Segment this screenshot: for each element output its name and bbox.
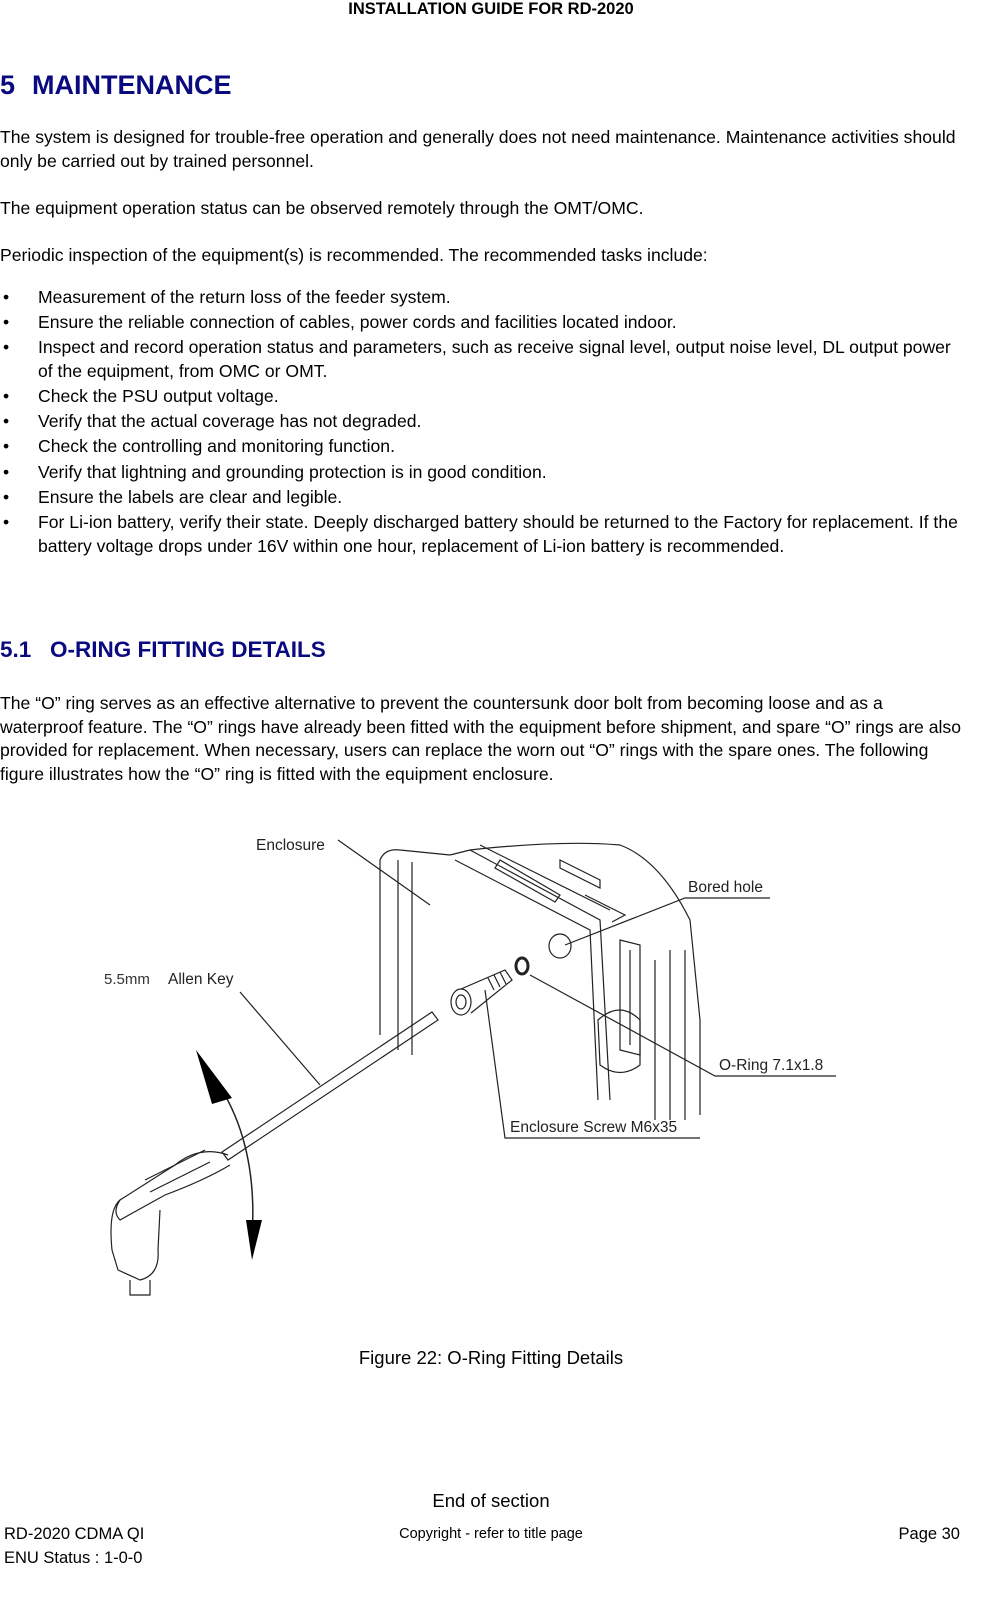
end-of-section: End of section	[432, 1490, 550, 1511]
figure-caption: Figure 22: O-Ring Fitting Details	[358, 1347, 624, 1368]
list-item: • Verify that lightning and grounding protection is in good condition.	[0, 461, 965, 485]
list-item: • Check the controlling and monitoring function.	[0, 435, 965, 459]
allen-key-drawing	[111, 1012, 438, 1295]
list-item: • Ensure the labels are clear and legible.	[0, 486, 965, 510]
enclosure-label: Enclosure	[256, 837, 325, 854]
section-heading	[0, 70, 232, 101]
footer-page-number: Page 30	[898, 1525, 960, 1543]
maintenance-task-list	[0, 286, 965, 560]
subsection-heading	[0, 637, 326, 663]
enclosure-drawing	[380, 843, 700, 1120]
bored-hole-label: Bored hole	[688, 879, 763, 896]
footer-status: ENU Status : 1-0-0	[4, 1549, 143, 1567]
allen-key-leader	[240, 992, 320, 1085]
allen-key-size-label: 5.5mm	[104, 971, 150, 988]
list-item: • Verify that the actual coverage has not degraded.	[0, 410, 965, 434]
bored-hole-leader	[565, 898, 770, 945]
enclosure-leader	[338, 840, 430, 905]
document-header: INSTALLATION GUIDE FOR RD-2020	[348, 0, 634, 18]
o-ring-label: O-Ring 7.1x1.8	[719, 1057, 824, 1074]
intro-paragraph: The system is designed for trouble-free operation and generally does not need maintenance. Maintenance activities should only be carried out by trained personnel.	[0, 127, 956, 171]
list-item: • For Li-ion battery, verify their state. Deeply discharged battery should be returned to the Factory for replacement. If the battery voltage drops under 16V within one hour, replacement of Li-ion battery is recommended.	[0, 511, 965, 558]
footer-doc-id: RD-2020 CDMA QI	[4, 1525, 145, 1543]
section-number: 5	[0, 70, 16, 100]
allen-key-label: Allen Key	[168, 971, 234, 988]
enclosure-screw-drawing	[451, 970, 512, 1015]
screw-label: Enclosure Screw M6x35	[510, 1119, 678, 1136]
subsection-title: O-RING FITTING DETAILS	[50, 637, 326, 662]
o-ring-fitting-diagram	[0, 820, 982, 1320]
o-ring-drawing	[516, 958, 528, 974]
o-ring-paragraph: The “O” ring serves as an effective alternative to prevent the countersunk door bolt from becoming loose and as a waterproof feature. The “O” rings have already been fitted with the equipment before shipment, and spare “O” rings are also provided for replacement. When necessary, users can replace the worn out “O” rings with the spare ones. The following figure illustrates how the “O” ring is fitted with the equipment enclosure.	[0, 693, 962, 784]
section-title: MAINTENANCE	[32, 70, 232, 100]
list-item: • Check the PSU output voltage.	[0, 385, 965, 409]
list-item: • Ensure the reliable connection of cables, power cords and facilities located indoor.	[0, 311, 965, 335]
list-item: • Inspect and record operation status and parameters, such as receive signal level, output noise level, DL output power of the equipment, from OMC or OMT.	[0, 336, 965, 383]
status-paragraph: The equipment operation status can be observed remotely through the OMT/OMC.	[0, 198, 644, 218]
footer-copyright: Copyright - refer to title page	[399, 1526, 583, 1542]
screw-leader	[485, 990, 700, 1138]
inspection-paragraph: Periodic inspection of the equipment(s) is recommended. The recommended tasks include:	[0, 245, 708, 265]
list-item: • Measurement of the return loss of the feeder system.	[0, 286, 965, 310]
subsection-number: 5.1	[0, 637, 32, 662]
